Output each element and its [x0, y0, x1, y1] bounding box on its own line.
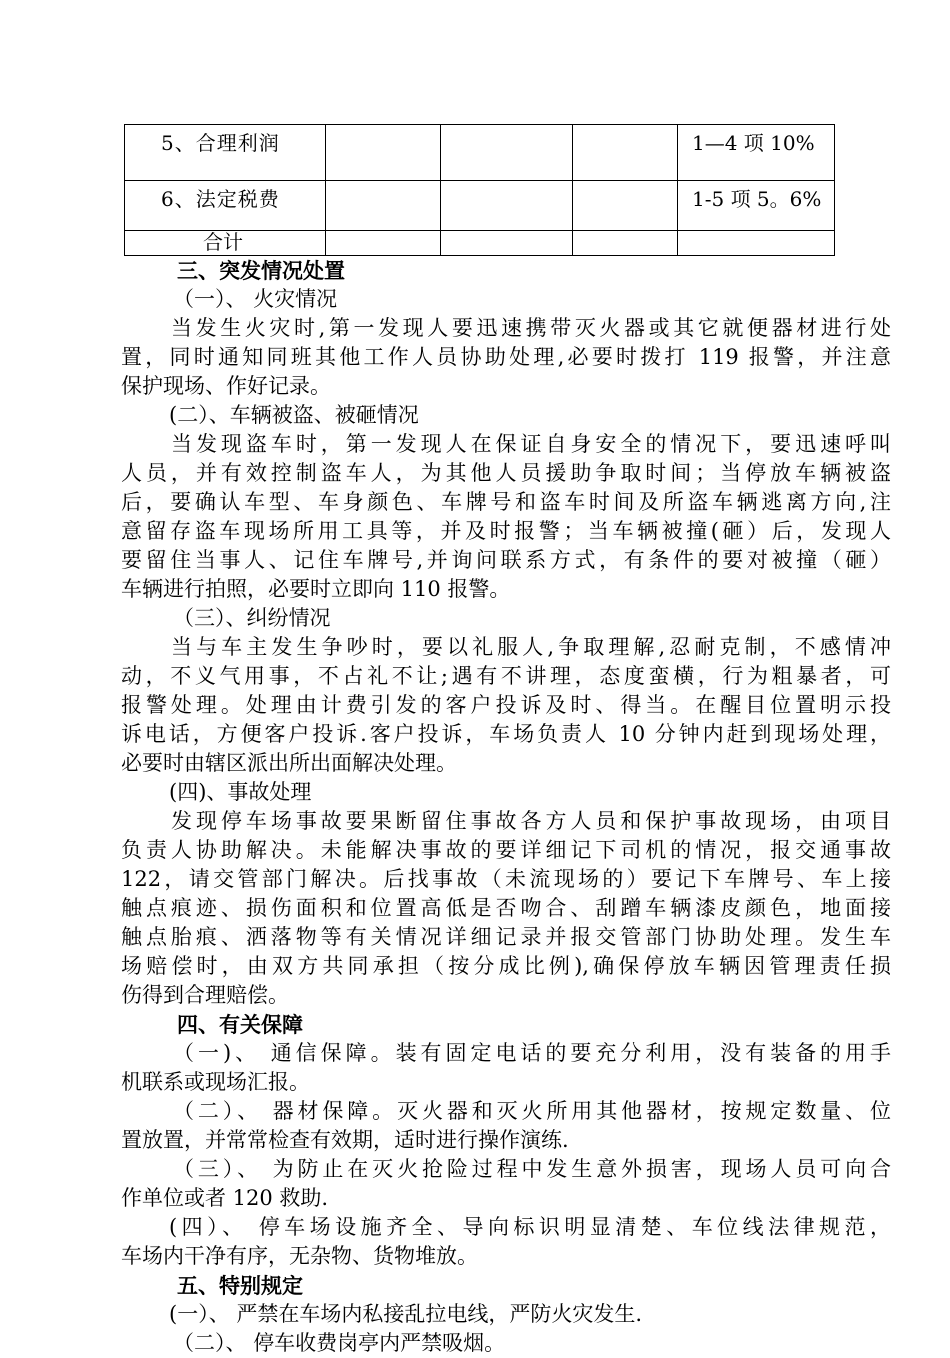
paragraph-line: 机联系或现场汇报。	[121, 1070, 310, 1094]
table-cell	[678, 125, 835, 181]
paragraph-line: （一)、 通信保障。装有固定电话的要充分利用，没有装备的用手	[173, 1041, 891, 1065]
row-note: 1-5 项 5。6%	[692, 187, 822, 211]
paragraph-line: （二）、 停车收费岗亭内严禁吸烟。	[173, 1331, 506, 1355]
row-item-label: 5、合理利润	[161, 131, 280, 155]
paragraph-line: 当发现盗车时，第一发现人在保证自身安全的情况下，要迅速呼叫	[171, 432, 891, 456]
table-cell	[573, 231, 678, 256]
paragraph-line: 要留住当事人、记住车牌号,并询问联系方式，有条件的要对被撞（砸）	[121, 548, 891, 572]
subsection-heading: (四)、事故处理	[169, 780, 312, 804]
subsection-heading: （三）、纠纷情况	[173, 606, 331, 630]
table-cell	[441, 125, 573, 181]
row-note: 1—4 项 10%	[692, 131, 815, 155]
paragraph-line: 场赔偿时，由双方共同承担（按分成比例),确保停放车辆因管理责任损	[121, 954, 891, 978]
paragraph-line: 触点胎痕、洒落物等有关情况详细记录并报交管部门协助处理。发生车	[121, 925, 891, 949]
table-row	[125, 181, 835, 231]
paragraph-line: 122，请交管部门解决。后找事故（未流现场的）要记下车牌号、车上接	[121, 867, 891, 891]
paragraph-line: (一）、 严禁在车场内私接乱拉电线，严防火灾发生.	[169, 1302, 643, 1326]
paragraph-line: 作单位或者 120 救助.	[121, 1186, 329, 1210]
paragraph-line: 保护现场、作好记录。	[121, 374, 331, 398]
table-cell	[573, 125, 678, 181]
section-heading: 五、特别规定	[177, 1273, 303, 1298]
table-cell	[678, 231, 835, 256]
table-cell	[573, 181, 678, 231]
paragraph-line: 后，要确认车型、车身颜色、车牌号和盗车时间及所盗车辆逃离方向,注	[121, 490, 891, 514]
paragraph-line: 诉电话，方便客户投诉.客户投诉，车场负责人 10 分钟内赶到现场处理，	[121, 722, 891, 746]
subsection-heading: （一）、 火灾情况	[173, 287, 338, 311]
subsection-heading: (二）、车辆被盗、被砸情况	[169, 403, 419, 427]
paragraph-line: 当与车主发生争吵时，要以礼服人,争取理解,忍耐克制，不感情冲	[171, 635, 891, 659]
paragraph-line: 置放置，并常常检查有效期，适时进行操作演练.	[121, 1128, 569, 1152]
paragraph-line: 意留存盗车现场所用工具等，并及时报警；当车辆被撞(砸）后，发现人	[121, 519, 891, 543]
paragraph-line: 发现停车场事故要果断留住事故各方人员和保护事故现场，由项目	[171, 809, 891, 833]
table-cell	[125, 231, 326, 256]
paragraph-line: （三）、 为防止在灭火抢险过程中发生意外损害，现场人员可向合	[173, 1157, 891, 1181]
paragraph-line: 动，不义气用事，不占礼不让;遇有不讲理，态度蛮横，行为粗暴者，可	[121, 664, 891, 688]
paragraph-line: 人员，并有效控制盗车人，为其他人员援助争取时间；当停放车辆被盗	[121, 461, 891, 485]
table-cell	[678, 181, 835, 231]
table-cell	[125, 125, 326, 181]
section-heading: 三、突发情况处置	[177, 258, 345, 283]
table-cell	[441, 231, 573, 256]
table-cell	[326, 181, 441, 231]
table-cell	[326, 231, 441, 256]
paragraph-line: 当发生火灾时,第一发现人要迅速携带灭火器或其它就便器材进行处	[171, 316, 891, 340]
paragraph-line: 车场内干净有序，无杂物、货物堆放。	[121, 1244, 478, 1268]
paragraph-line: 车辆进行拍照，必要时立即向 110 报警。	[121, 577, 511, 601]
paragraph-line: （二）、 器材保障。灭火器和灭火所用其他器材，按规定数量、位	[173, 1099, 891, 1123]
row-total-label: 合计	[203, 230, 243, 254]
row-item-label: 6、法定税费	[161, 187, 280, 211]
table-cell	[125, 181, 326, 231]
paragraph-line: 置，同时通知同班其他工作人员协助处理,必要时拨打 119 报警，并注意	[121, 345, 891, 369]
body-text	[121, 256, 891, 1358]
paragraph-line: (四）、 停车场设施齐全、导向标识明显清楚、车位线法律规范，	[169, 1215, 891, 1239]
paragraph-line: 负责人协助解决。未能解决事故的要详细记下司机的情况，报交通事故	[121, 838, 891, 862]
table-cell	[441, 181, 573, 231]
cost-table	[124, 124, 835, 256]
table-row	[125, 231, 835, 256]
paragraph-line: 伤得到合理赔偿。	[121, 983, 289, 1007]
paragraph-line: 必要时由辖区派出所出面解决处理。	[121, 751, 457, 775]
paragraph-line: 触点痕迹、损伤面积和位置高低是否吻合、刮蹭车辆漆皮颜色，地面接	[121, 896, 891, 920]
table-cell	[326, 125, 441, 181]
paragraph-line: 报警处理。处理由计费引发的客户投诉及时、得当。在醒目位置明示投	[121, 693, 891, 717]
table-row	[125, 125, 835, 181]
section-heading: 四、有关保障	[177, 1012, 303, 1037]
